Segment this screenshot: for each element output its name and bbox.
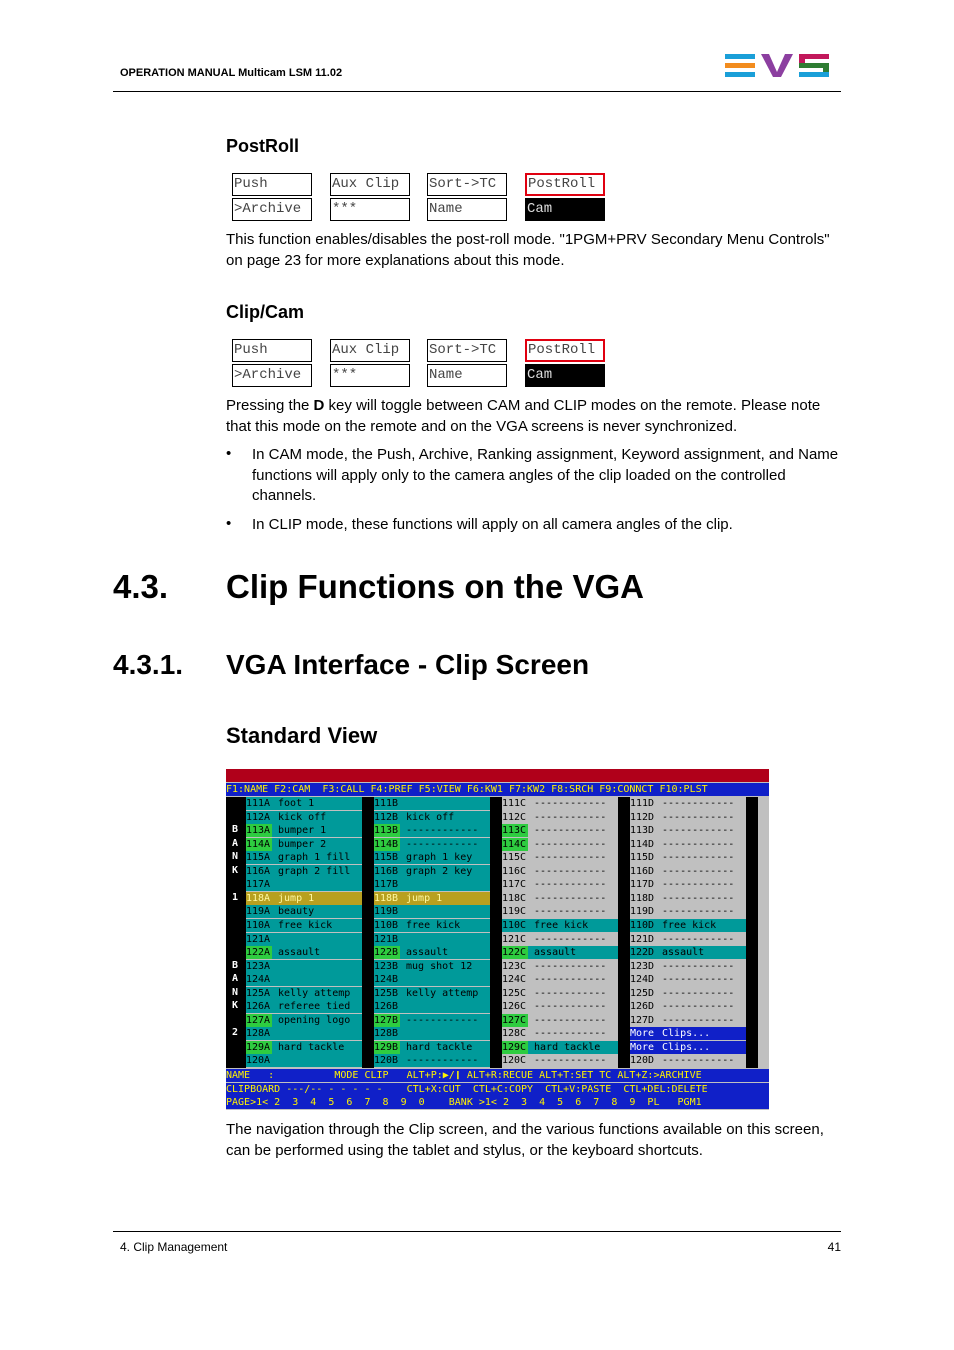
aux-clip-key [330, 173, 410, 221]
vga-clip-cell: 124C ------------ [502, 973, 618, 986]
vga-clip-cell: 121D ------------ [630, 933, 746, 946]
key-top-label: PostRoll [525, 339, 605, 362]
standard-view-heading: Standard View [226, 723, 378, 748]
vga-clip-cell: 115B graph 1 key [374, 851, 490, 864]
vga-clip-cell: 118A jump 1 [246, 892, 362, 905]
vga-clip-cell: 129A hard tackle [246, 1041, 362, 1054]
vga-clip-cell: 110A free kick [246, 919, 362, 932]
vga-clip-cell: 127B ------------ [374, 1014, 490, 1027]
vga-clip-cell: 120A [246, 1054, 362, 1067]
vga-page-bank-bar: PAGE>1< 2 3 4 5 6 7 8 9 0 BANK >1< 2 3 4 5 6 7 8 9 PL PGM1 [226, 1096, 769, 1109]
vga-bank-strip [226, 797, 246, 1068]
bullet-marker: • [226, 445, 232, 462]
vga-clip-cell: 119A beauty [246, 905, 362, 918]
key-bottom-label: Cam [525, 364, 605, 387]
vga-bank-label: N [232, 851, 239, 863]
key-bottom-label: Cam [525, 198, 605, 221]
key-bottom-label: *** [330, 364, 410, 387]
closing-paragraph: The navigation through the Clip screen, and the various functions available on this screen, can be performed using the tablet and stylus, or the keyboard shortcuts. [226, 1121, 824, 1159]
page-footer [113, 1231, 841, 1254]
manual-title: OPERATION MANUAL Multicam LSM 11.02 [120, 67, 343, 79]
vga-column-separator [618, 797, 630, 1068]
vga-clip-cell: 124B [374, 973, 490, 986]
vga-clip-cell: 112D ------------ [630, 811, 746, 824]
vga-clip-cell: 126C ------------ [502, 1000, 618, 1013]
vga-clip-cell: 122A assault [246, 946, 362, 959]
vga-clip-cell: 119C ------------ [502, 905, 618, 918]
key-bottom-label: >Archive [232, 364, 312, 387]
vga-clip-cell: More Clips... [630, 1041, 746, 1054]
vga-clip-cell: 123A [246, 960, 362, 973]
vga-clip-cell: 117C ------------ [502, 878, 618, 891]
vga-bank-label: N [232, 986, 239, 998]
vga-clip-cell: 116B graph 2 key [374, 865, 490, 878]
vga-clip-cell: 116A graph 2 fill [246, 865, 362, 878]
vga-clip-cell: 118D ------------ [630, 892, 746, 905]
subsection-number: 4.3.1. [113, 649, 184, 680]
vga-bottom-name-bar: NAME : MODE CLIP ALT+P:▶/❙ ALT+R:RECUE ALT+T:SET TC ALT+Z:>ARCHIVE [226, 1069, 769, 1082]
vga-clip-cell: 123D ------------ [630, 960, 746, 973]
vga-clip-cell: 111D ------------ [630, 797, 746, 810]
vga-clip-cell: 128B [374, 1027, 490, 1040]
postroll-cam-key [525, 173, 605, 221]
vga-clip-cell: 122D assault [630, 946, 746, 959]
vga-clip-cell: 128C ------------ [502, 1027, 618, 1040]
vga-column-separator [362, 797, 374, 1068]
vga-clip-screen [226, 769, 769, 1110]
vga-clip-cell: 120C ------------ [502, 1054, 618, 1067]
key-top-label: Sort->TC [427, 339, 507, 362]
vga-clip-cell: 125C ------------ [502, 987, 618, 1000]
clipcam-heading: Clip/Cam [226, 302, 305, 322]
vga-bank-label: A [232, 973, 239, 985]
key-top-label: Aux Clip [330, 339, 410, 362]
vga-clip-cell: 118C ------------ [502, 892, 618, 905]
vga-clip-cell: 126B [374, 1000, 490, 1013]
vga-clip-cell: 110C free kick [502, 919, 618, 932]
key-bottom-label: Name [427, 198, 507, 221]
bullet-cam-mode: In CAM mode, the Push, Archive, Ranking assignment, Keyword assignment, and Name functions will apply only to the camera angles of the clip loaded on the controlled channels. [252, 446, 839, 504]
key-top-label: Aux Clip [330, 173, 410, 196]
desc-text-2: key will toggle between CAM and CLIP modes on the remote. Please note that this mode on the remote and on the VGA screens is never synchronized. [226, 397, 821, 435]
section-number: 4.3. [113, 568, 169, 605]
vga-clip-cell: 128A [246, 1027, 362, 1040]
vga-clip-cell: 125D ------------ [630, 987, 746, 1000]
vga-clip-cell: 111B [374, 797, 490, 810]
vga-status-bar [226, 769, 769, 782]
vga-clip-cell: 113D ------------ [630, 824, 746, 837]
postroll-heading: PostRoll [226, 136, 300, 156]
vga-clip-cell: 111A foot 1 [246, 797, 362, 810]
vga-clipboard-bar: CLIPBOARD ---/-- - - - - - CTL+X:CUT CTL+C:COPY CTL+V:PASTE CTL+DEL:DELETE [226, 1083, 769, 1096]
vga-clip-cell: 117D ------------ [630, 878, 746, 891]
vga-clip-cell: 116D ------------ [630, 865, 746, 878]
key-bottom-label: >Archive [232, 198, 312, 221]
vga-clip-cell: 123C ------------ [502, 960, 618, 973]
vga-clip-cell: 127D ------------ [630, 1014, 746, 1027]
aux-clip-key [330, 339, 410, 387]
clipcam-description [226, 396, 844, 437]
vga-clip-cell: More Clips... [630, 1027, 746, 1040]
vga-clip-cell: 121B [374, 933, 490, 946]
section-title: Clip Functions on the VGA [226, 568, 644, 605]
vga-clip-cell: 117A [246, 878, 362, 891]
key-top-label: Push [232, 339, 312, 362]
vga-clip-cell: 110B free kick [374, 919, 490, 932]
push-archive-key [232, 173, 312, 221]
vga-clip-cell: 118B jump 1 [374, 892, 490, 905]
vga-bank-label: B [232, 824, 239, 836]
key-bottom-label: *** [330, 198, 410, 221]
vga-clip-cell: 125B kelly attemp [374, 987, 490, 1000]
page-number: 41 [827, 1240, 841, 1254]
vga-bank-label: 1 [232, 891, 239, 903]
subsection-title: VGA Interface - Clip Screen [226, 649, 590, 680]
vga-bank-label: K [232, 1000, 239, 1012]
key-name-bold: D [313, 397, 325, 414]
vga-clip-cell: 112B kick off [374, 811, 490, 824]
postroll-cam-key [525, 339, 605, 387]
postroll-description: This function enables/disables the post-roll mode. "1PGM+PRV Secondary Menu Controls" on page 23 for more explanations about this mode. [226, 231, 830, 269]
vga-clip-cell: 115A graph 1 fill [246, 851, 362, 864]
vga-clip-cell: 119D ------------ [630, 905, 746, 918]
sort-tc-key [427, 173, 507, 221]
vga-bank-label: B [232, 959, 239, 971]
vga-clip-cell: 112A kick off [246, 811, 362, 824]
vga-clip-cell: 114B ------------ [374, 838, 490, 851]
vga-clip-grid [226, 797, 769, 1068]
sort-tc-key [427, 339, 507, 387]
vga-clip-cell: 120B ------------ [374, 1054, 490, 1067]
vga-bank-label: K [232, 864, 239, 876]
page-header [113, 58, 841, 92]
vga-clip-cell: 114C ------------ [502, 838, 618, 851]
vga-clip-cell: 116C ------------ [502, 865, 618, 878]
vga-clip-cell: 119B [374, 905, 490, 918]
vga-clip-cell: 115C ------------ [502, 851, 618, 864]
vga-function-keys: F1:NAME F2:CAM F3:CALL F4:PREF F5:VIEW F6:KW1 F7:KW2 F8:SRCH F9:CONNCT F10:PLST [226, 783, 769, 796]
vga-clip-cell: 115D ------------ [630, 851, 746, 864]
vga-clip-cell: 126A referee tied [246, 1000, 362, 1013]
vga-column-separator [490, 797, 502, 1068]
desc-text-1: Pressing the [226, 397, 314, 414]
vga-clip-cell: 111C ------------ [502, 797, 618, 810]
evs-logo [725, 50, 835, 82]
vga-clip-cell: 113C ------------ [502, 824, 618, 837]
vga-clip-cell: 122B assault [374, 946, 490, 959]
vga-clip-cell: 127C ------------ [502, 1014, 618, 1027]
vga-clip-cell: 114D ------------ [630, 838, 746, 851]
key-top-label: PostRoll [525, 173, 605, 196]
key-top-label: Sort->TC [427, 173, 507, 196]
vga-clip-cell: 124D ------------ [630, 973, 746, 986]
vga-clip-cell: 113A bumper 1 [246, 824, 362, 837]
vga-clip-cell: 125A kelly attemp [246, 987, 362, 1000]
chapter-name: 4. Clip Management [120, 1240, 228, 1254]
vga-clip-cell: 121A [246, 933, 362, 946]
vga-clip-cell: 122C assault [502, 946, 618, 959]
key-top-label: Push [232, 173, 312, 196]
vga-clip-cell: 113B ------------ [374, 824, 490, 837]
vga-bank-label: 2 [232, 1027, 239, 1039]
bullet-marker: • [226, 515, 232, 532]
vga-clip-cell: 120D ------------ [630, 1054, 746, 1067]
vga-clip-cell: 110D free kick [630, 919, 746, 932]
vga-clip-cell: 114A bumper 2 [246, 838, 362, 851]
vga-clip-cell: 124A [246, 973, 362, 986]
bullet-clip-mode: In CLIP mode, these functions will apply on all camera angles of the clip. [252, 516, 733, 533]
key-bottom-label: Name [427, 364, 507, 387]
vga-clip-cell: 129B hard tackle [374, 1041, 490, 1054]
vga-clip-cell: 127A opening logo [246, 1014, 362, 1027]
vga-column-separator [746, 797, 758, 1068]
push-archive-key [232, 339, 312, 387]
vga-clip-cell: 117B [374, 878, 490, 891]
vga-clip-cell: 126D ------------ [630, 1000, 746, 1013]
vga-clip-cell: 129C hard tackle [502, 1041, 618, 1054]
vga-bank-label: A [232, 837, 239, 849]
vga-clip-cell: 112C ------------ [502, 811, 618, 824]
vga-clip-cell: 121C ------------ [502, 933, 618, 946]
vga-clip-cell: 123B mug shot 12 [374, 960, 490, 973]
